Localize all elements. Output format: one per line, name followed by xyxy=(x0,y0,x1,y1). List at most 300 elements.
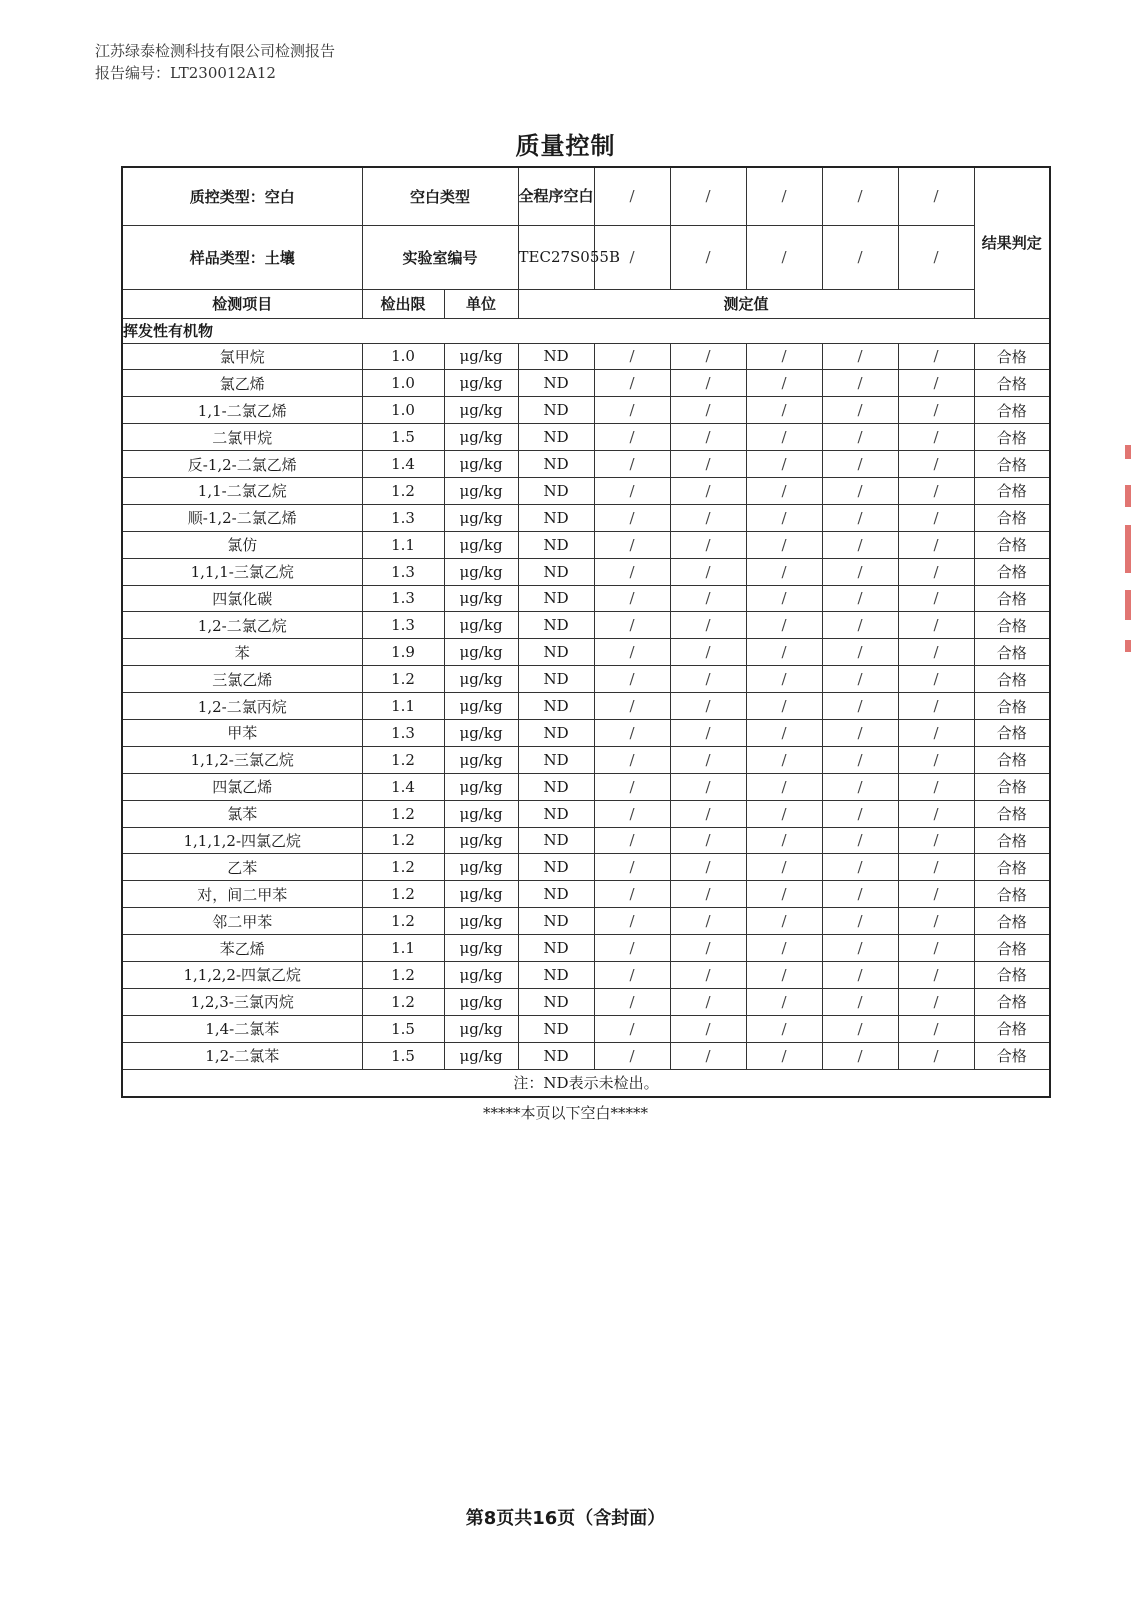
slash-cell: / xyxy=(670,746,746,773)
table-note: 注：ND表示未检出。 xyxy=(122,1069,1050,1097)
result-cell: 合格 xyxy=(974,397,1050,424)
unit-cell: μg/kg xyxy=(444,719,518,746)
result-cell: 合格 xyxy=(974,746,1050,773)
slash-cell: / xyxy=(822,800,898,827)
table-row xyxy=(122,908,1050,935)
slash-cell: / xyxy=(594,397,670,424)
detection-limit-cell: 1.3 xyxy=(362,585,444,612)
slash-cell: / xyxy=(746,424,822,451)
slash-cell: / xyxy=(670,961,746,988)
slash-cell: / xyxy=(594,773,670,800)
table-row xyxy=(122,558,1050,585)
slash-cell: / xyxy=(746,881,822,908)
measured-value-cell: ND xyxy=(518,773,594,800)
result-cell: 合格 xyxy=(974,477,1050,504)
result-judgement-header: 结果判定 xyxy=(974,167,1050,318)
measured-value-cell: ND xyxy=(518,881,594,908)
slash-cell: / xyxy=(822,451,898,478)
slash-cell: / xyxy=(670,988,746,1015)
measured-value-cell: ND xyxy=(518,343,594,370)
slash-cell: / xyxy=(670,719,746,746)
slash-cell: / xyxy=(594,988,670,1015)
analyte-name-cell: 四氯化碳 xyxy=(122,585,362,612)
slash-cell: / xyxy=(594,935,670,962)
slash-cell: / xyxy=(898,531,974,558)
slash-cell: / xyxy=(822,531,898,558)
table-row xyxy=(122,1015,1050,1042)
slash-cell: / xyxy=(594,451,670,478)
slash-cell: / xyxy=(594,881,670,908)
slash-cell: / xyxy=(898,773,974,800)
table-row xyxy=(122,827,1050,854)
measured-value-cell: ND xyxy=(518,988,594,1015)
report-number: 报告编号：LT230012A12 xyxy=(95,64,276,82)
slash-cell: / xyxy=(822,639,898,666)
result-cell: 合格 xyxy=(974,961,1050,988)
slash-cell: / xyxy=(898,961,974,988)
slash-cell: / xyxy=(594,531,670,558)
table-row xyxy=(122,504,1050,531)
slash-cell: / xyxy=(670,1015,746,1042)
unit-cell: μg/kg xyxy=(444,800,518,827)
slash-cell: / xyxy=(670,693,746,720)
analyte-name-cell: 1,1-二氯乙烷 xyxy=(122,477,362,504)
measured-value-cell: ND xyxy=(518,531,594,558)
analyte-name-cell: 1,2,3-三氯丙烷 xyxy=(122,988,362,1015)
slash-cell: / xyxy=(670,639,746,666)
analyte-name-cell: 1,2-二氯苯 xyxy=(122,1042,362,1069)
analyte-name-cell: 三氯乙烯 xyxy=(122,666,362,693)
result-cell: 合格 xyxy=(974,343,1050,370)
table-row xyxy=(122,531,1050,558)
column-header-item: 检测项目 xyxy=(122,289,362,318)
analyte-name-cell: 反-1,2-二氯乙烯 xyxy=(122,451,362,478)
analyte-name-cell: 氯乙烯 xyxy=(122,370,362,397)
analyte-name-cell: 二氯甲烷 xyxy=(122,424,362,451)
analyte-name-cell: 1,1-二氯乙烯 xyxy=(122,397,362,424)
table-row xyxy=(122,1042,1050,1069)
slash-cell: / xyxy=(670,477,746,504)
slash-cell: / xyxy=(822,693,898,720)
slash-cell: / xyxy=(746,988,822,1015)
slash-cell: / xyxy=(746,666,822,693)
slash-cell: / xyxy=(822,666,898,693)
slash-cell: / xyxy=(594,424,670,451)
slash-cell: / xyxy=(898,693,974,720)
slash-cell: / xyxy=(822,558,898,585)
table-row xyxy=(122,666,1050,693)
slash-cell: / xyxy=(822,961,898,988)
slash-cell: / xyxy=(594,370,670,397)
slash-cell: / xyxy=(670,397,746,424)
unit-cell: μg/kg xyxy=(444,477,518,504)
sample-type-cell: 样品类型：土壤 xyxy=(122,225,362,289)
slash-cell: / xyxy=(746,451,822,478)
measured-value-cell: ND xyxy=(518,746,594,773)
slash-cell: / xyxy=(898,800,974,827)
unit-cell: μg/kg xyxy=(444,666,518,693)
slash-cell: / xyxy=(746,397,822,424)
slash-cell: / xyxy=(898,424,974,451)
detection-limit-cell: 1.0 xyxy=(362,370,444,397)
blank-below-note: *****本页以下空白***** xyxy=(482,1104,648,1122)
detection-limit-cell: 1.3 xyxy=(362,719,444,746)
analyte-name-cell: 苯乙烯 xyxy=(122,935,362,962)
unit-cell: μg/kg xyxy=(444,773,518,800)
slash-cell: / xyxy=(670,773,746,800)
slash-cell: / xyxy=(822,397,898,424)
lab-number-value: TEC27S055B xyxy=(518,225,594,289)
analyte-name-cell: 1,1,1-三氯乙烷 xyxy=(122,558,362,585)
table-row xyxy=(122,935,1050,962)
slash-cell: / xyxy=(822,343,898,370)
detection-limit-cell: 1.2 xyxy=(362,988,444,1015)
detection-limit-cell: 1.0 xyxy=(362,397,444,424)
slash-cell: / xyxy=(898,558,974,585)
analyte-name-cell: 顺-1,2-二氯乙烯 xyxy=(122,504,362,531)
measured-value-cell: ND xyxy=(518,370,594,397)
slash-cell: / xyxy=(746,225,822,289)
measured-value-cell: ND xyxy=(518,961,594,988)
slash-cell: / xyxy=(898,988,974,1015)
slash-cell: / xyxy=(822,827,898,854)
slash-cell: / xyxy=(670,343,746,370)
detection-limit-cell: 1.2 xyxy=(362,908,444,935)
slash-cell: / xyxy=(822,719,898,746)
detection-limit-cell: 1.4 xyxy=(362,773,444,800)
slash-cell: / xyxy=(898,881,974,908)
slash-cell: / xyxy=(746,800,822,827)
slash-cell: / xyxy=(822,773,898,800)
slash-cell: / xyxy=(822,370,898,397)
quality-control-table xyxy=(121,166,1051,1098)
unit-cell: μg/kg xyxy=(444,639,518,666)
slash-cell: / xyxy=(594,800,670,827)
slash-cell: / xyxy=(822,1015,898,1042)
table-row xyxy=(122,612,1050,639)
slash-cell: / xyxy=(898,167,974,225)
detection-limit-cell: 1.5 xyxy=(362,1015,444,1042)
slash-cell: / xyxy=(898,1015,974,1042)
slash-cell: / xyxy=(670,424,746,451)
slash-cell: / xyxy=(670,881,746,908)
measured-value-cell: ND xyxy=(518,935,594,962)
result-cell: 合格 xyxy=(974,504,1050,531)
slash-cell: / xyxy=(670,225,746,289)
detection-limit-cell: 1.2 xyxy=(362,666,444,693)
measured-value-cell: ND xyxy=(518,800,594,827)
slash-cell: / xyxy=(746,719,822,746)
slash-cell: / xyxy=(670,451,746,478)
analyte-name-cell: 苯 xyxy=(122,639,362,666)
detection-limit-cell: 1.5 xyxy=(362,1042,444,1069)
measured-value-cell: ND xyxy=(518,585,594,612)
slash-cell: / xyxy=(670,908,746,935)
analyte-name-cell: 1,1,2-三氯乙烷 xyxy=(122,746,362,773)
unit-cell: μg/kg xyxy=(444,881,518,908)
slash-cell: / xyxy=(898,370,974,397)
table-row xyxy=(122,881,1050,908)
slash-cell: / xyxy=(670,370,746,397)
result-cell: 合格 xyxy=(974,773,1050,800)
detection-limit-cell: 1.3 xyxy=(362,558,444,585)
slash-cell: / xyxy=(594,854,670,881)
slash-cell: / xyxy=(594,908,670,935)
slash-cell: / xyxy=(822,225,898,289)
slash-cell: / xyxy=(898,477,974,504)
unit-cell: μg/kg xyxy=(444,961,518,988)
measured-value-cell: ND xyxy=(518,612,594,639)
result-cell: 合格 xyxy=(974,988,1050,1015)
page-title: 质量控制 xyxy=(515,132,616,160)
slash-cell: / xyxy=(594,225,670,289)
slash-cell: / xyxy=(594,827,670,854)
analyte-name-cell: 1,1,1,2-四氯乙烷 xyxy=(122,827,362,854)
slash-cell: / xyxy=(594,343,670,370)
column-header-unit: 单位 xyxy=(444,289,518,318)
table-row xyxy=(122,746,1050,773)
measured-value-cell: ND xyxy=(518,666,594,693)
report-company-header: 江苏绿泰检测科技有限公司检测报告 xyxy=(95,42,336,60)
slash-cell: / xyxy=(670,1042,746,1069)
result-cell: 合格 xyxy=(974,424,1050,451)
slash-cell: / xyxy=(594,612,670,639)
measured-value-cell: ND xyxy=(518,719,594,746)
detection-limit-cell: 1.4 xyxy=(362,451,444,478)
detection-limit-cell: 1.5 xyxy=(362,424,444,451)
result-cell: 合格 xyxy=(974,666,1050,693)
unit-cell: μg/kg xyxy=(444,1015,518,1042)
detection-limit-cell: 1.2 xyxy=(362,800,444,827)
result-cell: 合格 xyxy=(974,639,1050,666)
slash-cell: / xyxy=(898,827,974,854)
result-cell: 合格 xyxy=(974,531,1050,558)
slash-cell: / xyxy=(594,961,670,988)
slash-cell: / xyxy=(822,908,898,935)
analyte-name-cell: 氯甲烷 xyxy=(122,343,362,370)
table-row xyxy=(122,343,1050,370)
unit-cell: μg/kg xyxy=(444,612,518,639)
blank-type-value: 全程序空白 xyxy=(518,167,594,225)
unit-cell: μg/kg xyxy=(444,746,518,773)
slash-cell: / xyxy=(594,719,670,746)
slash-cell: / xyxy=(594,167,670,225)
slash-cell: / xyxy=(822,612,898,639)
table-row xyxy=(122,719,1050,746)
measured-value-cell: ND xyxy=(518,908,594,935)
slash-cell: / xyxy=(594,585,670,612)
detection-limit-cell: 1.9 xyxy=(362,639,444,666)
table-row xyxy=(122,585,1050,612)
table-row xyxy=(122,693,1050,720)
slash-cell: / xyxy=(594,639,670,666)
slash-cell: / xyxy=(746,612,822,639)
detection-limit-cell: 1.2 xyxy=(362,746,444,773)
result-cell: 合格 xyxy=(974,1015,1050,1042)
result-cell: 合格 xyxy=(974,370,1050,397)
slash-cell: / xyxy=(670,504,746,531)
slash-cell: / xyxy=(746,746,822,773)
slash-cell: / xyxy=(822,988,898,1015)
detection-limit-cell: 1.3 xyxy=(362,504,444,531)
table-row xyxy=(122,424,1050,451)
slash-cell: / xyxy=(822,167,898,225)
detection-limit-cell: 1.3 xyxy=(362,612,444,639)
slash-cell: / xyxy=(822,424,898,451)
seal-stamp-edge xyxy=(1123,445,1131,665)
analyte-name-cell: 氯仿 xyxy=(122,531,362,558)
slash-cell: / xyxy=(670,827,746,854)
unit-cell: μg/kg xyxy=(444,585,518,612)
measured-value-cell: ND xyxy=(518,854,594,881)
unit-cell: μg/kg xyxy=(444,504,518,531)
slash-cell: / xyxy=(746,908,822,935)
unit-cell: μg/kg xyxy=(444,693,518,720)
slash-cell: / xyxy=(746,558,822,585)
unit-cell: μg/kg xyxy=(444,451,518,478)
slash-cell: / xyxy=(822,477,898,504)
slash-cell: / xyxy=(898,854,974,881)
analyte-name-cell: 甲苯 xyxy=(122,719,362,746)
detection-limit-cell: 1.0 xyxy=(362,343,444,370)
slash-cell: / xyxy=(594,1015,670,1042)
measured-value-cell: ND xyxy=(518,477,594,504)
unit-cell: μg/kg xyxy=(444,343,518,370)
slash-cell: / xyxy=(822,746,898,773)
measured-value-cell: ND xyxy=(518,1015,594,1042)
category-row: 挥发性有机物 xyxy=(122,318,1050,343)
slash-cell: / xyxy=(670,935,746,962)
slash-cell: / xyxy=(746,961,822,988)
table-row xyxy=(122,988,1050,1015)
slash-cell: / xyxy=(746,693,822,720)
analyte-name-cell: 1,2-二氯乙烷 xyxy=(122,612,362,639)
table-row xyxy=(122,639,1050,666)
table-row xyxy=(122,397,1050,424)
slash-cell: / xyxy=(670,531,746,558)
measured-value-cell: ND xyxy=(518,424,594,451)
result-cell: 合格 xyxy=(974,827,1050,854)
slash-cell: / xyxy=(822,585,898,612)
slash-cell: / xyxy=(746,854,822,881)
measured-value-cell: ND xyxy=(518,639,594,666)
slash-cell: / xyxy=(898,451,974,478)
slash-cell: / xyxy=(746,639,822,666)
slash-cell: / xyxy=(822,881,898,908)
unit-cell: μg/kg xyxy=(444,935,518,962)
result-cell: 合格 xyxy=(974,558,1050,585)
analyte-name-cell: 氯苯 xyxy=(122,800,362,827)
slash-cell: / xyxy=(898,719,974,746)
result-cell: 合格 xyxy=(974,719,1050,746)
unit-cell: μg/kg xyxy=(444,908,518,935)
slash-cell: / xyxy=(746,1042,822,1069)
slash-cell: / xyxy=(594,504,670,531)
detection-limit-cell: 1.2 xyxy=(362,477,444,504)
slash-cell: / xyxy=(898,225,974,289)
slash-cell: / xyxy=(670,585,746,612)
result-cell: 合格 xyxy=(974,800,1050,827)
detection-limit-cell: 1.1 xyxy=(362,531,444,558)
analyte-name-cell: 1,2-二氯丙烷 xyxy=(122,693,362,720)
measured-value-cell: ND xyxy=(518,1042,594,1069)
blank-type-label: 空白类型 xyxy=(362,167,518,225)
slash-cell: / xyxy=(898,639,974,666)
slash-cell: / xyxy=(746,167,822,225)
result-cell: 合格 xyxy=(974,881,1050,908)
table-row xyxy=(122,370,1050,397)
slash-cell: / xyxy=(594,1042,670,1069)
slash-cell: / xyxy=(746,531,822,558)
slash-cell: / xyxy=(822,935,898,962)
unit-cell: μg/kg xyxy=(444,827,518,854)
slash-cell: / xyxy=(822,1042,898,1069)
unit-cell: μg/kg xyxy=(444,558,518,585)
unit-cell: μg/kg xyxy=(444,370,518,397)
slash-cell: / xyxy=(670,800,746,827)
analyte-name-cell: 四氯乙烯 xyxy=(122,773,362,800)
slash-cell: / xyxy=(746,773,822,800)
result-cell: 合格 xyxy=(974,451,1050,478)
measured-value-cell: ND xyxy=(518,558,594,585)
result-cell: 合格 xyxy=(974,908,1050,935)
detection-limit-cell: 1.2 xyxy=(362,961,444,988)
table-row xyxy=(122,800,1050,827)
slash-cell: / xyxy=(670,612,746,639)
slash-cell: / xyxy=(746,827,822,854)
slash-cell: / xyxy=(594,477,670,504)
unit-cell: μg/kg xyxy=(444,854,518,881)
slash-cell: / xyxy=(670,666,746,693)
result-cell: 合格 xyxy=(974,585,1050,612)
slash-cell: / xyxy=(594,666,670,693)
result-cell: 合格 xyxy=(974,693,1050,720)
page-footer: 第8页共16页（含封面） xyxy=(465,1508,666,1529)
qc-type-cell: 质控类型：空白 xyxy=(122,167,362,225)
analyte-name-cell: 乙苯 xyxy=(122,854,362,881)
slash-cell: / xyxy=(670,854,746,881)
slash-cell: / xyxy=(746,1015,822,1042)
table-row xyxy=(122,961,1050,988)
slash-cell: / xyxy=(746,370,822,397)
unit-cell: μg/kg xyxy=(444,424,518,451)
table-row xyxy=(122,451,1050,478)
measured-value-cell: ND xyxy=(518,397,594,424)
lab-number-label: 实验室编号 xyxy=(362,225,518,289)
slash-cell: / xyxy=(898,746,974,773)
result-cell: 合格 xyxy=(974,935,1050,962)
detection-limit-cell: 1.1 xyxy=(362,693,444,720)
slash-cell: / xyxy=(898,585,974,612)
column-header-limit: 检出限 xyxy=(362,289,444,318)
detection-limit-cell: 1.2 xyxy=(362,881,444,908)
unit-cell: μg/kg xyxy=(444,531,518,558)
analyte-name-cell: 1,1,2,2-四氯乙烷 xyxy=(122,961,362,988)
slash-cell: / xyxy=(898,1042,974,1069)
slash-cell: / xyxy=(670,558,746,585)
result-cell: 合格 xyxy=(974,854,1050,881)
slash-cell: / xyxy=(898,666,974,693)
slash-cell: / xyxy=(594,746,670,773)
slash-cell: / xyxy=(898,397,974,424)
measured-value-cell: ND xyxy=(518,451,594,478)
result-cell: 合格 xyxy=(974,612,1050,639)
slash-cell: / xyxy=(898,343,974,370)
table-row xyxy=(122,773,1050,800)
detection-limit-cell: 1.2 xyxy=(362,827,444,854)
slash-cell: / xyxy=(670,167,746,225)
detection-limit-cell: 1.1 xyxy=(362,935,444,962)
